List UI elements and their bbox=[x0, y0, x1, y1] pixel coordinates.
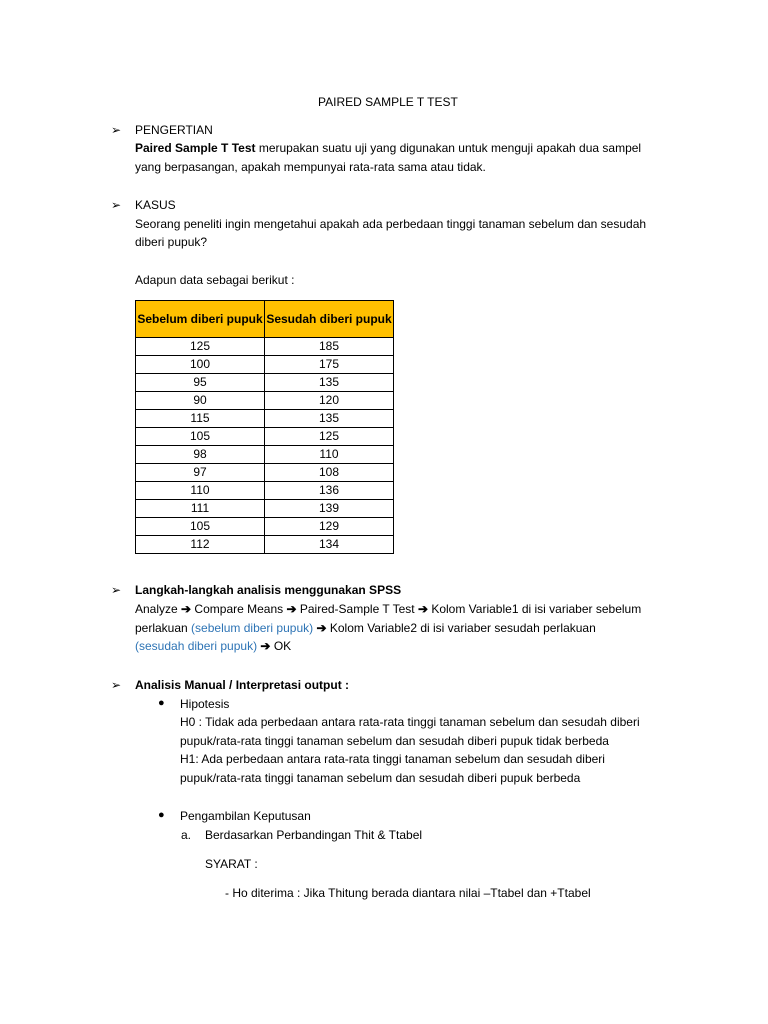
table-row bbox=[136, 536, 394, 554]
step-variable2: Kolom Variable2 di isi variaber sesudah perlakuan bbox=[326, 621, 596, 635]
pengertian-heading: PENGERTIAN bbox=[135, 123, 213, 137]
pengertian-line-2: yang berpasangan, apakah mempunyai rata-rata sama atau tidak. bbox=[135, 160, 486, 174]
cell-sebelum: 90 bbox=[136, 392, 265, 410]
cell-sesudah: 175 bbox=[265, 356, 394, 374]
table-row bbox=[136, 410, 394, 428]
cell-sebelum: 100 bbox=[136, 356, 265, 374]
table-row bbox=[136, 482, 394, 500]
sesudah-note: (sesudah diberi pupuk) bbox=[135, 639, 258, 653]
table-row bbox=[136, 464, 394, 482]
step-perlakuan: perlakuan bbox=[135, 621, 192, 635]
kasus-line-2: diberi pupuk? bbox=[135, 235, 208, 249]
cell-sesudah: 139 bbox=[265, 500, 394, 518]
table-row bbox=[136, 518, 394, 536]
right-arrow-icon: ➔ bbox=[181, 602, 192, 616]
cell-sebelum: 105 bbox=[136, 428, 265, 446]
cell-sebelum: 105 bbox=[136, 518, 265, 536]
cell-sebelum: 110 bbox=[136, 482, 265, 500]
h0-line-1: H0 : Tidak ada perbedaan antara rata-rata tinggi tanaman sebelum dan sesudah diberi bbox=[180, 715, 640, 729]
hipotesis-label: Hipotesis bbox=[180, 697, 230, 711]
cell-sesudah: 135 bbox=[265, 410, 394, 428]
pengertian-line-1-text: merupakan suatu uji yang digunakan untuk menguji apakah dua sampel bbox=[255, 141, 642, 155]
cell-sesudah: 136 bbox=[265, 482, 394, 500]
h0-line-2: pupuk/rata-rata tinggi tanaman sebelum dan sesudah diberi pupuk tidak berbeda bbox=[180, 734, 609, 748]
right-arrow-icon: ➔ bbox=[417, 602, 428, 616]
cell-sebelum: 115 bbox=[136, 410, 265, 428]
table-row bbox=[136, 356, 394, 374]
table-header-row bbox=[136, 301, 394, 338]
langkah-line-1 bbox=[135, 602, 641, 616]
cell-sesudah: 110 bbox=[265, 446, 394, 464]
header-sebelum: Sebelum diberi pupuk bbox=[136, 301, 265, 338]
pengertian-term: Paired Sample T Test bbox=[135, 141, 256, 155]
arrow-bullet-icon: ➢ bbox=[111, 678, 122, 692]
cell-sesudah: 108 bbox=[265, 464, 394, 482]
langkah-line-2 bbox=[135, 621, 596, 635]
sebelum-note: (sebelum diberi pupuk) bbox=[191, 621, 314, 635]
item-a-text: Berdasarkan Perbandingan Thit & Ttabel bbox=[205, 828, 423, 842]
table-row bbox=[136, 446, 394, 464]
kasus-intro: Adapun data sebagai berikut : bbox=[135, 273, 295, 287]
cell-sebelum: 97 bbox=[136, 464, 265, 482]
data-table bbox=[135, 300, 394, 554]
cell-sebelum: 112 bbox=[136, 536, 265, 554]
right-arrow-icon: ➔ bbox=[286, 602, 297, 616]
right-arrow-icon: ➔ bbox=[260, 639, 271, 653]
arrow-bullet-icon: ➢ bbox=[111, 198, 122, 212]
table-row bbox=[136, 338, 394, 356]
pengertian-line-1 bbox=[135, 141, 641, 155]
pengambilan-label: Pengambilan Keputusan bbox=[180, 809, 311, 823]
cell-sesudah: 120 bbox=[265, 392, 394, 410]
cell-sesudah: 135 bbox=[265, 374, 394, 392]
table-row bbox=[136, 500, 394, 518]
header-sesudah: Sesudah diberi pupuk bbox=[265, 301, 394, 338]
step-compare-means: Compare Means bbox=[191, 602, 287, 616]
cell-sesudah: 134 bbox=[265, 536, 394, 554]
step-variable1: Kolom Variable1 di isi variaber sebelum bbox=[428, 602, 642, 616]
list-marker-a: a. bbox=[181, 828, 192, 842]
cell-sebelum: 111 bbox=[136, 500, 265, 518]
cell-sebelum: 125 bbox=[136, 338, 265, 356]
cell-sebelum: 95 bbox=[136, 374, 265, 392]
cell-sesudah: 185 bbox=[265, 338, 394, 356]
table-row bbox=[136, 392, 394, 410]
arrow-bullet-icon: ➢ bbox=[111, 123, 122, 137]
cell-sesudah: 125 bbox=[265, 428, 394, 446]
step-ok: OK bbox=[270, 639, 292, 653]
h1-line-1: H1: Ada perbedaan antara rata-rata tinggi tanaman sebelum dan sesudah diberi bbox=[180, 752, 605, 766]
table-row bbox=[136, 374, 394, 392]
right-arrow-icon: ➔ bbox=[316, 621, 327, 635]
step-analyze: Analyze bbox=[135, 602, 182, 616]
cell-sebelum: 98 bbox=[136, 446, 265, 464]
kasus-heading: KASUS bbox=[135, 198, 176, 212]
syarat-label: SYARAT : bbox=[205, 857, 258, 871]
table-row bbox=[136, 428, 394, 446]
bullet-icon: ● bbox=[158, 697, 165, 709]
cell-sesudah: 129 bbox=[265, 518, 394, 536]
h1-line-2: pupuk/rata-rata tinggi tanaman sebelum dan sesudah diberi pupuk berbeda bbox=[180, 771, 581, 785]
kasus-line-1: Seorang peneliti ingin mengetahui apakah ada perbedaan tinggi tanaman sebelum dan sesudah bbox=[135, 217, 647, 231]
langkah-heading: Langkah-langkah analisis menggunakan SPSS bbox=[135, 583, 402, 597]
step-paired-sample: Paired-Sample T Test bbox=[296, 602, 418, 616]
bullet-icon: ● bbox=[158, 809, 165, 821]
arrow-bullet-icon: ➢ bbox=[111, 583, 122, 597]
ho-diterima-line: - Ho diterima : Jika Thitung berada diantara nilai –Ttabel dan +Ttabel bbox=[225, 886, 591, 900]
page-title: PAIRED SAMPLE T TEST bbox=[318, 95, 458, 109]
analisis-heading: Analisis Manual / Interpretasi output : bbox=[135, 678, 350, 692]
langkah-line-3 bbox=[135, 639, 291, 653]
